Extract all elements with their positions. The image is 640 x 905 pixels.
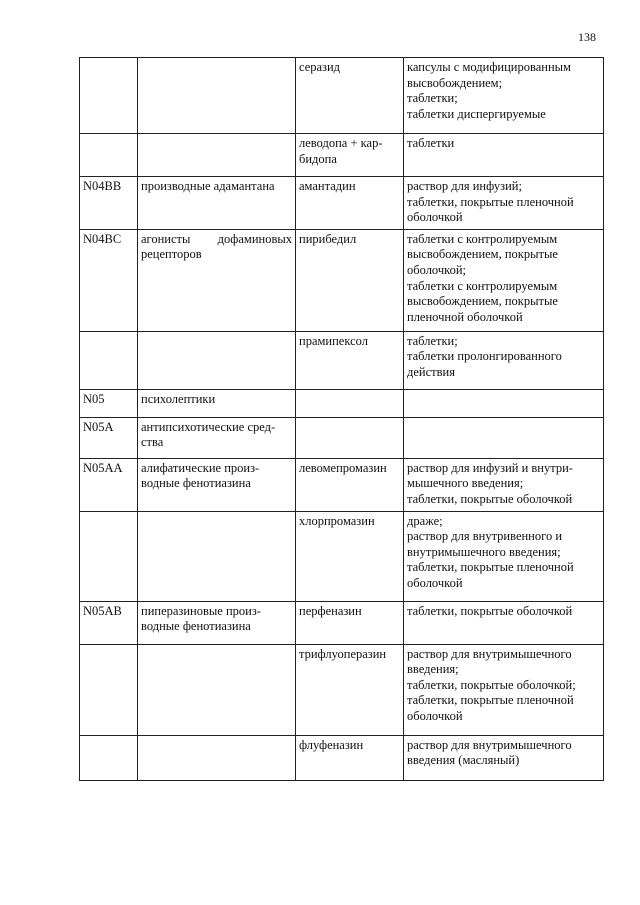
group-name-cell: психолептики bbox=[138, 389, 296, 417]
table-row bbox=[80, 735, 604, 780]
atc-code-cell: N05A bbox=[80, 417, 138, 458]
table-row bbox=[80, 177, 604, 230]
dosage-form-cell: раствор для внутримышечного введения; таблетки, покрытые оболочкой; таблетки, покрытые пленочной оболочкой bbox=[404, 644, 604, 735]
drug-name-cell: трифлуоперазин bbox=[296, 644, 404, 735]
table-row bbox=[80, 389, 604, 417]
group-name-cell: агонисты дофаминовых рецепторов bbox=[138, 229, 296, 331]
table-row bbox=[80, 229, 604, 331]
dosage-form-cell bbox=[404, 417, 604, 458]
dosage-form-cell: раствор для инфузий; таблетки, покрытые пленочной оболочкой bbox=[404, 177, 604, 230]
atc-code-cell: N05AA bbox=[80, 458, 138, 511]
drug-name-cell: левомепромазин bbox=[296, 458, 404, 511]
drug-name-cell bbox=[296, 417, 404, 458]
group-name-cell bbox=[138, 644, 296, 735]
dosage-form-cell: раствор для внутримышечного введения (масляный) bbox=[404, 735, 604, 780]
table-row bbox=[80, 331, 604, 389]
drug-name-cell: хлорпромазин bbox=[296, 511, 404, 601]
dosage-form-cell: раствор для инфузий и внутри- мышечного введения; таблетки, покрытые оболочкой bbox=[404, 458, 604, 511]
drug-name-cell: прамипексол bbox=[296, 331, 404, 389]
drug-name-cell: амантадин bbox=[296, 177, 404, 230]
atc-code-cell bbox=[80, 134, 138, 177]
table-row bbox=[80, 601, 604, 644]
atc-code-cell bbox=[80, 511, 138, 601]
dosage-form-cell: капсулы с модифицированным высвобождением; таблетки; таблетки диспергируемые bbox=[404, 58, 604, 134]
table-row bbox=[80, 458, 604, 511]
group-name-cell bbox=[138, 58, 296, 134]
dosage-form-cell: таблетки bbox=[404, 134, 604, 177]
drug-name-cell: леводопа + кар- бидопа bbox=[296, 134, 404, 177]
drug-table bbox=[79, 57, 604, 781]
group-name-cell: антипсихотические сред- ства bbox=[138, 417, 296, 458]
group-name-cell bbox=[138, 511, 296, 601]
group-name-cell: производные адамантана bbox=[138, 177, 296, 230]
dosage-form-cell bbox=[404, 389, 604, 417]
drug-table-body bbox=[80, 58, 604, 781]
atc-code-cell bbox=[80, 331, 138, 389]
drug-name-cell: серазид bbox=[296, 58, 404, 134]
atc-code-cell bbox=[80, 58, 138, 134]
group-name-cell: алифатические произ- водные фенотиазина bbox=[138, 458, 296, 511]
dosage-form-cell: драже; раствор для внутривенного и внутримышечного введения; таблетки, покрытые пленочной оболочкой bbox=[404, 511, 604, 601]
atc-code-cell bbox=[80, 644, 138, 735]
atc-code-cell: N04BB bbox=[80, 177, 138, 230]
dosage-form-cell: таблетки; таблетки пролонгированного действия bbox=[404, 331, 604, 389]
group-name-cell bbox=[138, 134, 296, 177]
atc-code-cell bbox=[80, 735, 138, 780]
drug-name-cell: флуфеназин bbox=[296, 735, 404, 780]
group-name-cell bbox=[138, 735, 296, 780]
table-row bbox=[80, 134, 604, 177]
table-row bbox=[80, 58, 604, 134]
table-row bbox=[80, 417, 604, 458]
atc-code-cell: N04BC bbox=[80, 229, 138, 331]
drug-name-cell bbox=[296, 389, 404, 417]
dosage-form-cell: таблетки с контролируемым высвобождением, покрытые оболочкой; таблетки с контролируемым высвобождением, покрытые пленочной оболочкой bbox=[404, 229, 604, 331]
drug-name-cell: пирибедил bbox=[296, 229, 404, 331]
table-row bbox=[80, 511, 604, 601]
group-name-cell: пиперазиновые произ- водные фенотиазина bbox=[138, 601, 296, 644]
page-number: 138 bbox=[578, 30, 596, 44]
table-row bbox=[80, 644, 604, 735]
dosage-form-cell: таблетки, покрытые оболочкой bbox=[404, 601, 604, 644]
atc-code-cell: N05 bbox=[80, 389, 138, 417]
atc-code-cell: N05AB bbox=[80, 601, 138, 644]
drug-name-cell: перфеназин bbox=[296, 601, 404, 644]
group-name-cell bbox=[138, 331, 296, 389]
